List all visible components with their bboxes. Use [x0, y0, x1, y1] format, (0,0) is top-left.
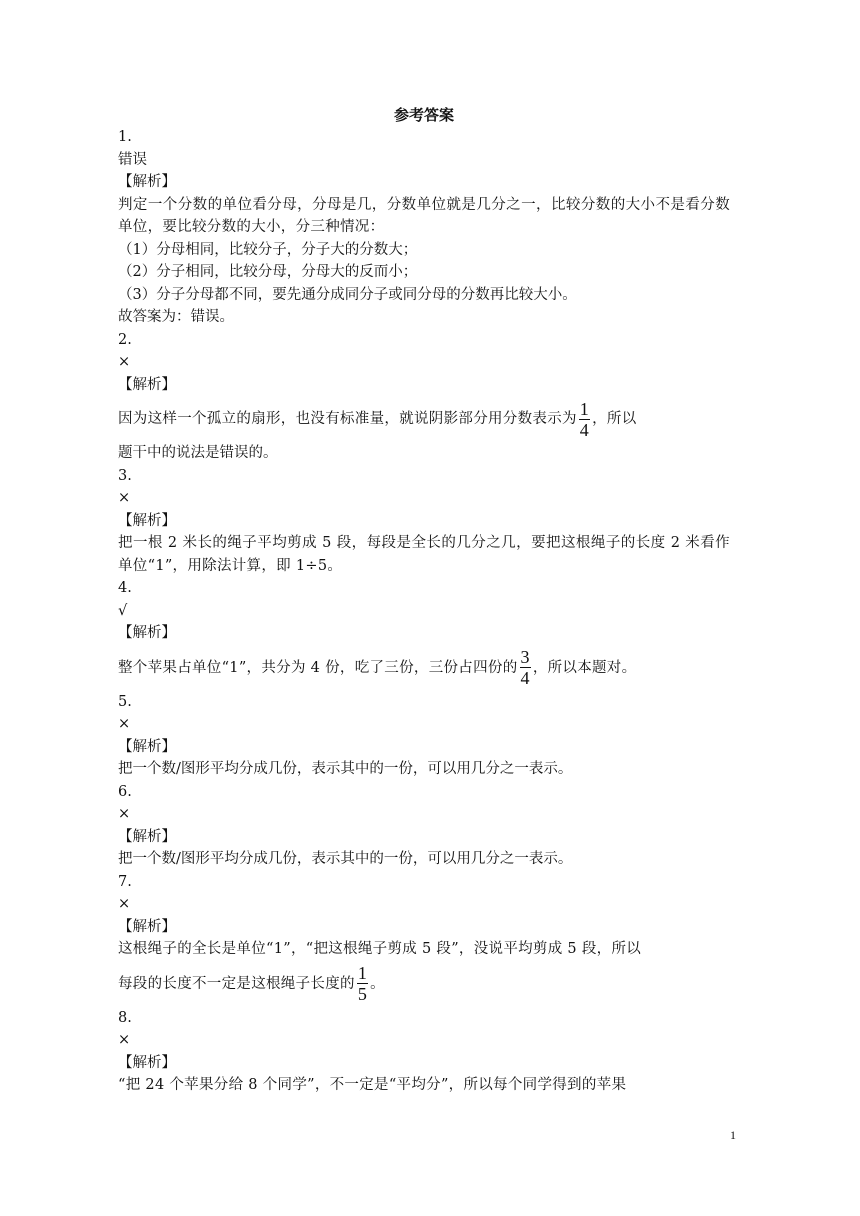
item-3-analysis-label: 【解析】 — [118, 512, 176, 529]
fraction-denominator: 4 — [520, 668, 530, 688]
item-4-text-before: 整个苹果占单位“1”，共分为 4 份，吃了三份，三份占四份的 — [118, 659, 518, 676]
item-6-answer: × — [118, 806, 131, 822]
item-7-text-before: 每段的长度不一定是这根绳子长度的 — [118, 975, 355, 992]
item-1-conclusion: 故答案为：错误。 — [118, 309, 234, 325]
item-7-analysis-line — [118, 961, 730, 1007]
fraction-denominator: 5 — [357, 984, 368, 1004]
fraction-three-quarters — [520, 648, 531, 687]
item-3-number: 3. — [118, 467, 132, 484]
item-5-answer: × — [118, 716, 131, 732]
item-2-text-before: 因为这样一个孤立的扇形，也没有标准量，就说阴影部分用分数表示为 — [118, 411, 577, 427]
fraction-numerator: 1 — [357, 963, 368, 983]
item-2-number: 2. — [118, 331, 132, 348]
item-7-number: 7. — [118, 873, 132, 890]
item-1-analysis-label: 【解析】 — [118, 174, 176, 190]
item-2-analysis-line — [118, 396, 730, 442]
item-4-analysis-label: 【解析】 — [118, 625, 176, 641]
item-6-analysis-text: 把一个数/图形平均分成几份，表示其中的一份，可以用几分之一表示。 — [118, 851, 573, 867]
item-1-case-1: （1）分母相同，比较分子，分子大的分数大； — [118, 241, 418, 258]
item-8-answer: × — [118, 1032, 131, 1048]
item-1-analysis-text: 判定一个分数的单位看分母，分母是几，分数单位就是几分之一，比较分数的大小不是看分数单位，要比较分数的大小，分三种情况： — [118, 196, 730, 235]
item-2-analysis-line-2: 题干中的说法是错误的。 — [118, 445, 278, 461]
fraction-one-quarter — [579, 400, 590, 439]
item-1-answer: 错误 — [118, 151, 147, 168]
item-4-text-after: ，所以本题对。 — [532, 659, 637, 676]
item-1-case-2: （2）分子相同，比较分母，分母大的反而小； — [118, 264, 418, 280]
page-number: 1 — [730, 1128, 736, 1142]
fraction-one-fifth — [357, 964, 368, 1003]
page-title: 参考答案 — [393, 106, 454, 124]
fraction-numerator: 1 — [579, 398, 590, 419]
item-4-answer: √ — [118, 602, 128, 619]
item-4-number: 4. — [118, 580, 132, 596]
item-7-text-after: 。 — [370, 975, 385, 992]
answer-page — [118, 104, 730, 1097]
item-6-number: 6. — [118, 783, 132, 800]
item-1-case-3: （3）分子分母都不同，要先通分成同分子或同分母的分数再比较大小。 — [118, 286, 577, 303]
item-8-analysis-label: 【解析】 — [118, 1054, 176, 1071]
item-2-analysis-label: 【解析】 — [118, 376, 176, 393]
fraction-denominator: 4 — [579, 419, 590, 440]
item-7-answer: × — [118, 896, 131, 912]
item-5-analysis-text: 把一个数/图形平均分成几份，表示其中的一份，可以用几分之一表示。 — [118, 761, 573, 777]
item-1-number: 1. — [118, 129, 132, 145]
item-4-analysis-line — [118, 645, 730, 691]
item-5-number: 5. — [118, 693, 132, 710]
item-7-analysis-text: 这根绳子的全长是单位“1”，“把这根绳子剪成 5 段”，没说平均剪成 5 段，所以 — [118, 941, 642, 957]
item-2-answer: × — [118, 354, 131, 370]
fraction-numerator: 3 — [520, 647, 530, 667]
item-5-analysis-label: 【解析】 — [118, 738, 176, 755]
item-7-analysis-label: 【解析】 — [118, 918, 176, 935]
item-8-analysis-text: “把 24 个苹果分给 8 个同学”，不一定是“平均分”，所以每个同学得到的苹果 — [118, 1077, 627, 1093]
item-3-analysis-text: 把一根 2 米长的绳子平均剪成 5 段，每段是全长的几分之几，要把这根绳子的长度 2 米看作单位“1”，用除法计算，即 1÷5。 — [118, 535, 730, 574]
item-3-answer: × — [118, 490, 131, 506]
item-8-number: 8. — [118, 1009, 132, 1026]
item-6-analysis-label: 【解析】 — [118, 828, 176, 845]
item-2-text-after: ，所以 — [592, 411, 637, 427]
